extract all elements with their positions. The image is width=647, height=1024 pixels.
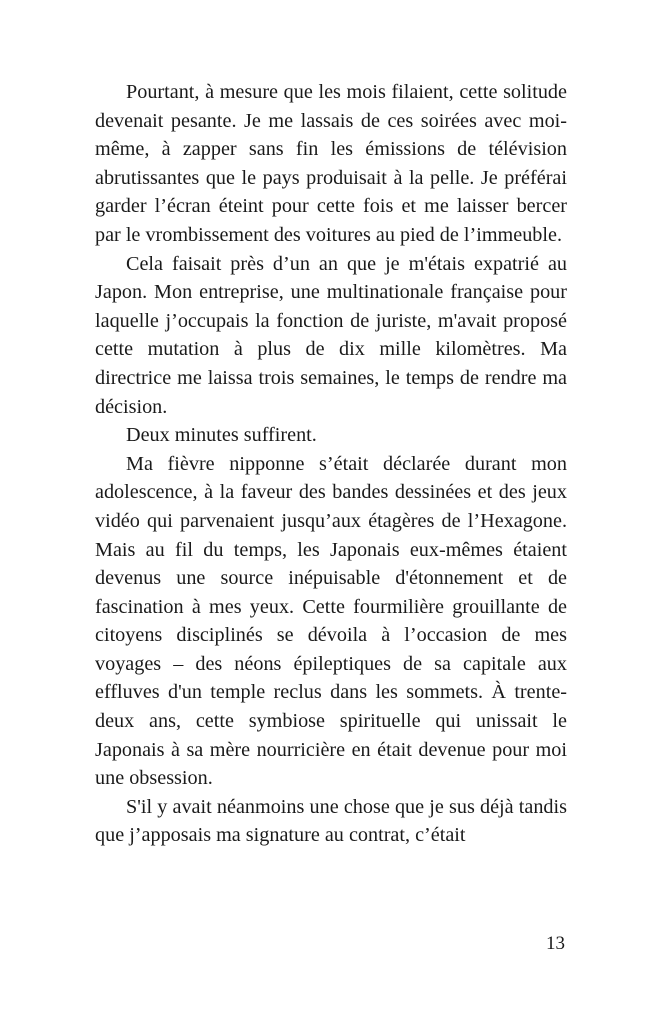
paragraph-2: Cela faisait près d’un an que je m'étais expatrié au Japon. Mon entreprise, une multinationale française pour laquelle j’occupais la fonction de juriste, m'avait proposé cette mutation à plus de dix mille kilomètres. Ma directrice me laissa trois semaines, le temps de rendre ma décision. bbox=[95, 252, 567, 418]
page-number: 13 bbox=[546, 933, 565, 954]
body-text bbox=[95, 78, 567, 850]
paragraph-1: Pourtant, à mesure que les mois filaient, cette solitude devenait pesante. Je me lassais de ces soirées avec moi-même, à zapper sans fin les émissions de télévision abrutissantes que le pays produisait à la pelle. Je préférai garder l’écran éteint pour cette fois et me laisser bercer par le vrombissement des voitures au pied de l’immeuble. bbox=[95, 81, 567, 246]
paragraph-5: S'il y avait néanmoins une chose que je sus déjà tandis que j’apposais ma signature au contrat, c’était bbox=[95, 795, 567, 847]
paragraph-3: Deux minutes suffirent. bbox=[126, 424, 317, 447]
paragraph-4: Ma fièvre nipponne s’était déclarée durant mon adolescence, à la faveur des bandes dessinées et des jeux vidéo qui parvenaient jusqu’aux étagères de l’Hexagone. Mais au fil du temps, les Japonais eux-mêmes étaient devenus une source inépuisable d'étonnement et de fascination à mes yeux. Cette fourmilière grouillante de citoyens disciplinés se dévoila à l’occasion de mes voyages – des néons épileptiques de sa capitale aux effluves d'un temple reclus dans les sommets. À trente-deux ans, cette symbiose spirituelle qui unissait le Japonais à sa mère nourricière en était devenue pour moi une obsession. bbox=[95, 452, 567, 790]
